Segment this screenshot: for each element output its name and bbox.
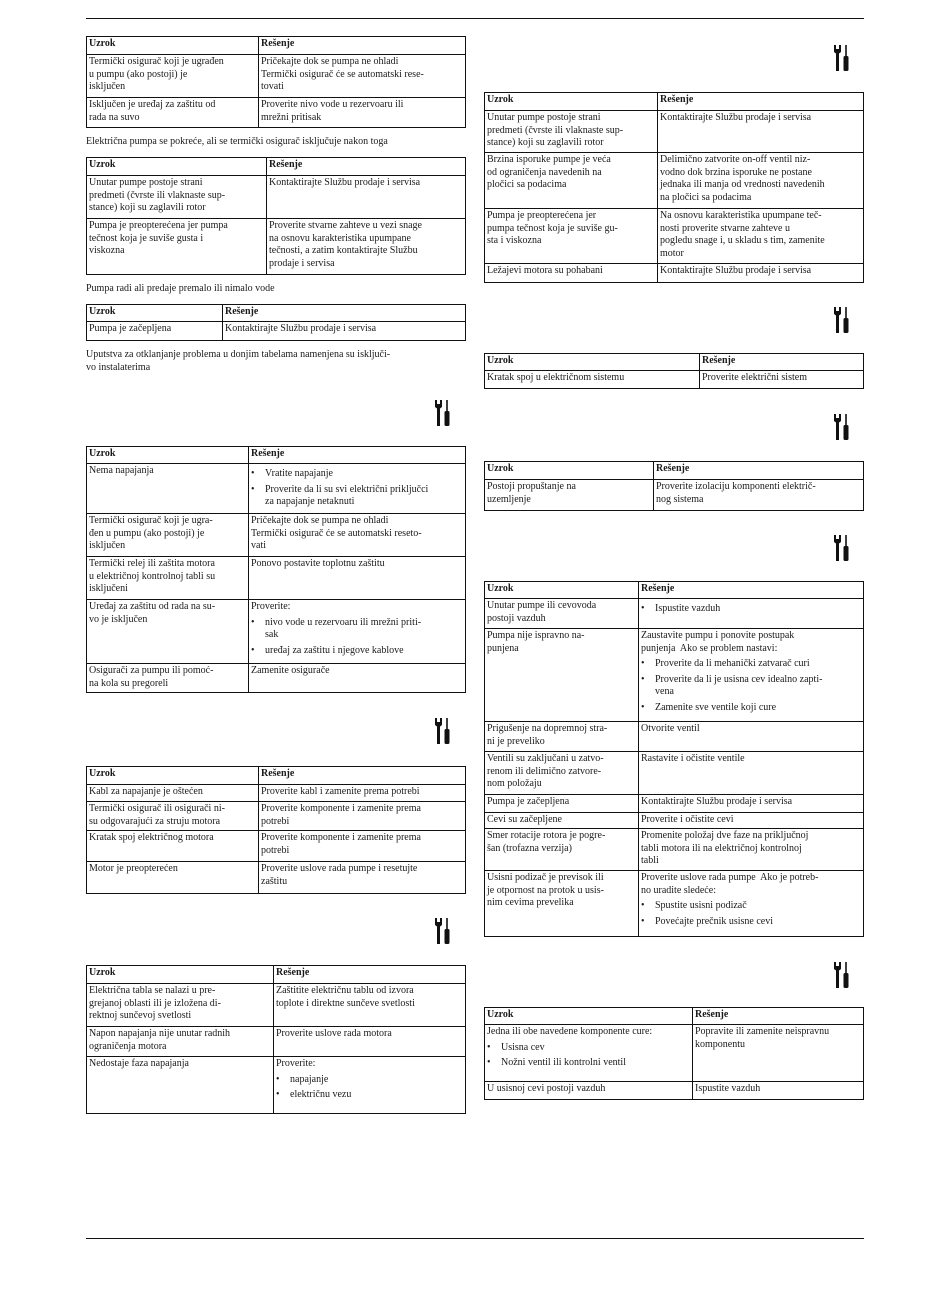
cause-cell bbox=[485, 371, 700, 389]
table-row bbox=[485, 871, 864, 937]
cell-text: Unutar pumpe postoje strani predmeti (čvrste ili vlaknaste sup- stance) koji su zaglavili rotor bbox=[89, 177, 226, 213]
cell-text: Proverite komponente i zamenite prema potrebi bbox=[261, 803, 421, 827]
solution-cell bbox=[249, 664, 466, 693]
troubleshooting-table bbox=[86, 36, 466, 128]
table-row bbox=[87, 1027, 466, 1057]
cause-cell bbox=[87, 176, 267, 219]
table-row bbox=[87, 557, 466, 600]
cell-text: Termički osigurač ili osigurači ni- su odgovarajući za struju motora bbox=[89, 803, 225, 827]
cell-text: Proverite izolaciju komponenti električ- nog sistema bbox=[656, 481, 816, 505]
cause-cell bbox=[485, 752, 639, 795]
column-header-solution: Rešenje bbox=[259, 37, 466, 55]
table-row bbox=[485, 371, 864, 389]
solution-cell bbox=[274, 1027, 466, 1057]
column-header-solution: Rešenje bbox=[249, 447, 466, 464]
cell-text: Kontaktirajte Službu prodaje i servisa bbox=[660, 112, 812, 123]
table-row bbox=[485, 480, 864, 511]
table-row bbox=[485, 752, 864, 795]
cause-cell bbox=[87, 600, 249, 664]
table-row bbox=[87, 514, 466, 557]
table-row bbox=[87, 322, 466, 341]
solution-cell bbox=[658, 111, 864, 153]
solution-cell bbox=[223, 322, 466, 341]
cell-text: Proverite nivo vode u rezervoaru ili mrežni pritisak bbox=[261, 99, 404, 123]
cause-cell bbox=[485, 1025, 693, 1082]
table-row bbox=[87, 664, 466, 693]
table-row bbox=[87, 785, 466, 802]
bullet-list bbox=[487, 1042, 690, 1070]
cell-text: Osigurači za pumpu ili pomoć- na kola su pregoreli bbox=[89, 665, 214, 689]
cell-text: Kratak spoj u električnom sistemu bbox=[487, 372, 625, 383]
tools-icon bbox=[434, 718, 452, 744]
table-row bbox=[87, 1057, 466, 1114]
cause-cell bbox=[485, 813, 639, 829]
bullet-list bbox=[641, 900, 861, 928]
cause-cell bbox=[485, 480, 654, 511]
solution-cell bbox=[639, 599, 864, 629]
cause-cell bbox=[485, 722, 639, 752]
solution-cell bbox=[693, 1082, 864, 1100]
table-row bbox=[87, 98, 466, 128]
table-row bbox=[87, 55, 466, 98]
section-heading: Električna pumpa se pokreće, ali se termički osigurač isključuje nakon toga bbox=[86, 136, 388, 147]
cell-text: Zaustavite pumpu i ponovite postupak punjenja Ako se problem nastavi: bbox=[641, 630, 795, 654]
cause-cell bbox=[87, 322, 223, 341]
cause-cell bbox=[87, 664, 249, 693]
cause-cell bbox=[485, 599, 639, 629]
solution-cell bbox=[639, 795, 864, 813]
cause-cell bbox=[87, 1027, 274, 1057]
troubleshooting-table bbox=[484, 461, 864, 511]
cell-text: Pumpa je preopterećena jer pumpa tečnost koja je suviše gu- sta i viskozna bbox=[487, 210, 618, 246]
cause-cell bbox=[87, 557, 249, 600]
solution-cell bbox=[249, 600, 466, 664]
cause-cell bbox=[485, 795, 639, 813]
cell-text: Termički relej ili zaštita motora u električnoj kontrolnoj tabli su isključeni bbox=[89, 558, 216, 594]
cause-cell bbox=[485, 153, 658, 209]
cell-text: Pričekajte dok se pumpa ne ohladi Termički osigurač će se automatski rese- tovati bbox=[261, 56, 424, 92]
column-header-solution: Rešenje bbox=[223, 305, 466, 322]
cell-text: Jedna ili obe navedene komponente cure: bbox=[487, 1026, 653, 1037]
cell-text: Popravite ili zamenite neispravnu komponentu bbox=[695, 1026, 830, 1050]
cause-cell bbox=[485, 871, 639, 937]
table-row bbox=[87, 464, 466, 514]
table-header-row bbox=[485, 582, 864, 599]
cell-text: Napon napajanja nije unutar radnih ograničenja motora bbox=[89, 1028, 231, 1052]
cell-text: Termički osigurač koji je ugrađen u pumpu (ako postoji) je isključen bbox=[89, 56, 224, 92]
cell-text: Proverite i očistite cevi bbox=[641, 814, 734, 825]
cause-cell bbox=[485, 829, 639, 871]
bullet-list bbox=[641, 658, 861, 714]
cell-text: Kontaktirajte Službu prodaje i servisa bbox=[660, 265, 812, 276]
troubleshooting-table bbox=[484, 92, 864, 283]
cell-text: Rastavite i očistite ventile bbox=[641, 753, 745, 764]
troubleshooting-table bbox=[86, 446, 466, 693]
solution-cell bbox=[658, 209, 864, 264]
bullet-item: • Spustite usisni podizač bbox=[641, 900, 861, 913]
cell-text: Kontaktirajte Službu prodaje i servisa bbox=[641, 796, 793, 807]
solution-cell bbox=[259, 862, 466, 894]
table-header-row bbox=[485, 354, 864, 371]
tools-icon bbox=[833, 307, 851, 333]
top-rule bbox=[86, 18, 864, 19]
solution-cell bbox=[639, 752, 864, 795]
cell-text: Proverite: bbox=[276, 1058, 316, 1069]
bullet-item: • Ispustite vazduh bbox=[641, 603, 861, 616]
table-header-row bbox=[485, 1008, 864, 1025]
cell-text: Unutar pumpe postoje strani predmeti (čvrste ili vlaknaste sup- stance) koji su zaglavili rotor bbox=[487, 112, 624, 148]
table-header-row bbox=[87, 447, 466, 464]
tools-icon bbox=[833, 962, 851, 988]
cell-text: Brzina isporuke pumpe je veća od ograničenja navedenih na pločici sa podacima bbox=[487, 154, 611, 190]
bullet-item: • Vratite napajanje bbox=[251, 468, 463, 481]
column-header-cause: Uzrok bbox=[87, 966, 274, 984]
cell-text: Nedostaje faza napajanja bbox=[89, 1058, 189, 1069]
solution-cell bbox=[249, 514, 466, 557]
cause-cell bbox=[87, 862, 259, 894]
tools-icon bbox=[833, 414, 851, 440]
table-header-row bbox=[485, 93, 864, 111]
column-header-cause: Uzrok bbox=[87, 37, 259, 55]
cell-text: Kontaktirajte Službu prodaje i servisa bbox=[269, 177, 421, 188]
column-header-solution: Rešenje bbox=[700, 354, 864, 371]
bullet-item: • Zamenite sve ventile koji cure bbox=[641, 702, 861, 715]
cause-cell bbox=[485, 264, 658, 283]
column-header-solution: Rešenje bbox=[658, 93, 864, 111]
table-header-row bbox=[87, 966, 466, 984]
solution-cell bbox=[654, 480, 864, 511]
solution-cell bbox=[639, 722, 864, 752]
cell-text: Električna tabla se nalazi u pre- grejanoj oblasti ili je izložena di- rektnoj sunčevoj svetlosti bbox=[89, 985, 221, 1021]
bullet-list bbox=[276, 1074, 463, 1102]
section-heading: Pumpa radi ali predaje premalo ili nimalo vode bbox=[86, 283, 275, 294]
bullet-item: • Proverite da li je usisna cev idealno zapti- vena bbox=[641, 674, 861, 699]
cell-text: Uređaj za zaštitu od rada na su- vo je isključen bbox=[89, 601, 216, 625]
tools-icon bbox=[434, 400, 452, 426]
bullet-item: • električnu vezu bbox=[276, 1089, 463, 1102]
solution-cell bbox=[693, 1025, 864, 1082]
cause-cell bbox=[87, 219, 267, 275]
solution-cell bbox=[259, 785, 466, 802]
bullet-item: • Proverite da li mehanički zatvarač curi bbox=[641, 658, 861, 671]
solution-cell bbox=[274, 1057, 466, 1114]
cell-text: Termički osigurač koji je ugra- đen u pumpu (ako postoji) je isključen bbox=[89, 515, 213, 551]
bullet-item: • Nožni ventil ili kontrolni ventil bbox=[487, 1057, 690, 1070]
cell-text: Kontaktirajte Službu prodaje i servisa bbox=[225, 323, 377, 334]
cause-cell bbox=[87, 55, 259, 98]
solution-cell bbox=[658, 153, 864, 209]
table-row bbox=[485, 1025, 864, 1082]
solution-cell bbox=[249, 557, 466, 600]
column-header-solution: Rešenje bbox=[639, 582, 864, 599]
troubleshooting-table bbox=[86, 157, 466, 275]
cell-text: Proverite uslove rada motora bbox=[276, 1028, 392, 1039]
cell-text: Pumpa je preopterećena jer pumpa tečnost koja je suviše gusta i viskozna bbox=[89, 220, 228, 256]
table-header-row bbox=[87, 767, 466, 785]
cell-text: Ventili su zaključani u zatvo- renom ili delimično zatvore- nom položaju bbox=[487, 753, 604, 789]
column-header-cause: Uzrok bbox=[485, 462, 654, 480]
troubleshooting-table bbox=[86, 304, 466, 341]
cause-cell bbox=[485, 111, 658, 153]
cell-text: Na osnovu karakteristika upumpane teč- nosti proverite stvarne zahteve u pogledu snage i, u skladu s tim, zamenite motor bbox=[660, 210, 825, 259]
column-header-cause: Uzrok bbox=[485, 1008, 693, 1025]
column-header-solution: Rešenje bbox=[693, 1008, 864, 1025]
troubleshooting-table bbox=[484, 581, 864, 937]
cell-text: Motor je preopterećen bbox=[89, 863, 178, 874]
cell-text: Prigušenje na dopremnoj stra- ni je preveliko bbox=[487, 723, 608, 747]
installer-note: Uputstva za otklanjanje problema u donjim tabelama namenjena su isključi- vo instalaterima bbox=[86, 349, 391, 373]
tools-icon bbox=[833, 45, 851, 71]
table-row bbox=[485, 153, 864, 209]
column-header-cause: Uzrok bbox=[485, 582, 639, 599]
cause-cell bbox=[87, 831, 259, 862]
cell-text: Cevi su začepljene bbox=[487, 814, 562, 825]
table-row bbox=[485, 1082, 864, 1100]
table-header-row bbox=[87, 158, 466, 176]
cell-text: Pumpa nije ispravno na- punjena bbox=[487, 630, 585, 654]
cell-text: Delimično zatvorite on-off ventil niz- vodno dok brzina isporuke ne postane jednaka ili manja od vrednosti navedenih na pločici sa podacima bbox=[660, 154, 825, 203]
bullet-item: • Povećajte prečnik usisne cevi bbox=[641, 916, 861, 929]
cell-text: Proverite stvarne zahteve u vezi snage na osnovu karakteristika upumpane tečnosti, a zatim kontaktirajte Službu prodaje i servisa bbox=[269, 220, 422, 269]
cell-text: Ispustite vazduh bbox=[695, 1083, 761, 1094]
cell-text: Proverite: bbox=[251, 601, 291, 612]
table-row bbox=[485, 829, 864, 871]
bullet-item: • nivo vode u rezervoaru ili mrežni priti- sak bbox=[251, 617, 463, 642]
cell-text: Kratak spoj električnog motora bbox=[89, 832, 214, 843]
troubleshooting-table bbox=[86, 965, 466, 1114]
column-header-cause: Uzrok bbox=[87, 158, 267, 176]
tools-icon bbox=[833, 535, 851, 561]
cell-text: Pumpa je začepljena bbox=[89, 323, 172, 334]
solution-cell bbox=[267, 176, 466, 219]
solution-cell bbox=[259, 831, 466, 862]
column-header-cause: Uzrok bbox=[87, 447, 249, 464]
bullet-item: • Proverite da li su svi električni priključci za napajanje netaknuti bbox=[251, 484, 463, 509]
cell-text: Proverite uslove rada pumpe Ako je potreb- no uradite sledeće: bbox=[641, 872, 819, 896]
column-header-cause: Uzrok bbox=[87, 305, 223, 322]
solution-cell bbox=[249, 464, 466, 514]
table-row bbox=[87, 219, 466, 275]
solution-cell bbox=[700, 371, 864, 389]
cell-text: Pričekajte dok se pumpa ne ohladi Termički osigurač će se automatski reseto- vati bbox=[251, 515, 422, 551]
cell-text: Proverite uslove rada pumpe i resetujte zaštitu bbox=[261, 863, 418, 887]
column-header-cause: Uzrok bbox=[485, 354, 700, 371]
cause-cell bbox=[87, 1057, 274, 1114]
solution-cell bbox=[259, 55, 466, 98]
solution-cell bbox=[639, 871, 864, 937]
cell-text: Zaštitite električnu tablu od izvora toplote i direktne sunčeve svetlosti bbox=[276, 985, 415, 1009]
cell-text: Proverite komponente i zamenite prema potrebi bbox=[261, 832, 421, 856]
table-row bbox=[87, 862, 466, 894]
cell-text: Unutar pumpe ili cevovoda postoji vazduh bbox=[487, 600, 597, 624]
cause-cell bbox=[87, 785, 259, 802]
table-row bbox=[485, 209, 864, 264]
column-header-cause: Uzrok bbox=[485, 93, 658, 111]
bullet-item: • napajanje bbox=[276, 1074, 463, 1087]
table-row bbox=[485, 629, 864, 722]
tools-icon bbox=[434, 918, 452, 944]
cause-cell bbox=[87, 514, 249, 557]
table-row bbox=[485, 795, 864, 813]
solution-cell bbox=[259, 802, 466, 831]
column-header-solution: Rešenje bbox=[654, 462, 864, 480]
cause-cell bbox=[87, 802, 259, 831]
table-row bbox=[87, 802, 466, 831]
cause-cell bbox=[485, 629, 639, 722]
table-header-row bbox=[87, 305, 466, 322]
bullet-item: • uređaj za zaštitu i njegove kablove bbox=[251, 645, 463, 658]
column-header-solution: Rešenje bbox=[259, 767, 466, 785]
solution-cell bbox=[658, 264, 864, 283]
troubleshooting-table bbox=[484, 1007, 864, 1100]
column-header-solution: Rešenje bbox=[267, 158, 466, 176]
table-row bbox=[485, 722, 864, 752]
bullet-list bbox=[251, 468, 463, 509]
table-header-row bbox=[485, 462, 864, 480]
table-row bbox=[87, 176, 466, 219]
solution-cell bbox=[639, 829, 864, 871]
table-row bbox=[87, 600, 466, 664]
cell-text: Pumpa je začepljena bbox=[487, 796, 570, 807]
table-row bbox=[87, 984, 466, 1027]
cell-text: Ležajevi motora su pohabani bbox=[487, 265, 603, 276]
solution-cell bbox=[274, 984, 466, 1027]
table-row bbox=[485, 111, 864, 153]
cause-cell bbox=[87, 984, 274, 1027]
solution-cell bbox=[259, 98, 466, 128]
table-row bbox=[485, 813, 864, 829]
solution-cell bbox=[639, 813, 864, 829]
cause-cell bbox=[87, 464, 249, 514]
cell-text: Postoji propuštanje na uzemljenje bbox=[487, 481, 576, 505]
cell-text: Isključen je uređaj za zaštitu od rada na suvo bbox=[89, 99, 216, 123]
cell-text: Promenite položaj dve faze na priključnoj tabli motora ili na električnoj kontrolnoj tabli bbox=[641, 830, 809, 866]
troubleshooting-table bbox=[484, 353, 864, 389]
bullet-item: • Usisna cev bbox=[487, 1042, 690, 1055]
column-header-solution: Rešenje bbox=[274, 966, 466, 984]
bottom-rule bbox=[86, 1238, 864, 1239]
bullet-list bbox=[641, 603, 861, 616]
cell-text: Proverite električni sistem bbox=[702, 372, 807, 383]
cause-cell bbox=[485, 209, 658, 264]
bullet-list bbox=[251, 617, 463, 658]
table-row bbox=[87, 831, 466, 862]
cell-text: Kabl za napajanje je oštećen bbox=[89, 786, 203, 797]
solution-cell bbox=[639, 629, 864, 722]
cell-text: Proverite kabl i zamenite prema potrebi bbox=[261, 786, 420, 797]
table-row bbox=[485, 264, 864, 283]
troubleshooting-table bbox=[86, 766, 466, 894]
cause-cell bbox=[87, 98, 259, 128]
table-row bbox=[485, 599, 864, 629]
cell-text: Ponovo postavite toplotnu zaštitu bbox=[251, 558, 385, 569]
cell-text: Otvorite ventil bbox=[641, 723, 700, 734]
cause-cell bbox=[485, 1082, 693, 1100]
cell-text: U usisnoj cevi postoji vazduh bbox=[487, 1083, 606, 1094]
solution-cell bbox=[267, 219, 466, 275]
column-header-cause: Uzrok bbox=[87, 767, 259, 785]
cell-text: Usisni podizač je previsok ili je otpornost na protok u usis- nim cevima prevelika bbox=[487, 872, 604, 908]
cell-text: Zamenite osigurače bbox=[251, 665, 330, 676]
cell-text: Nema napajanja bbox=[89, 465, 154, 476]
cell-text: Smer rotacije rotora je pogre- šan (trofazna verzija) bbox=[487, 830, 606, 854]
table-header-row bbox=[87, 37, 466, 55]
